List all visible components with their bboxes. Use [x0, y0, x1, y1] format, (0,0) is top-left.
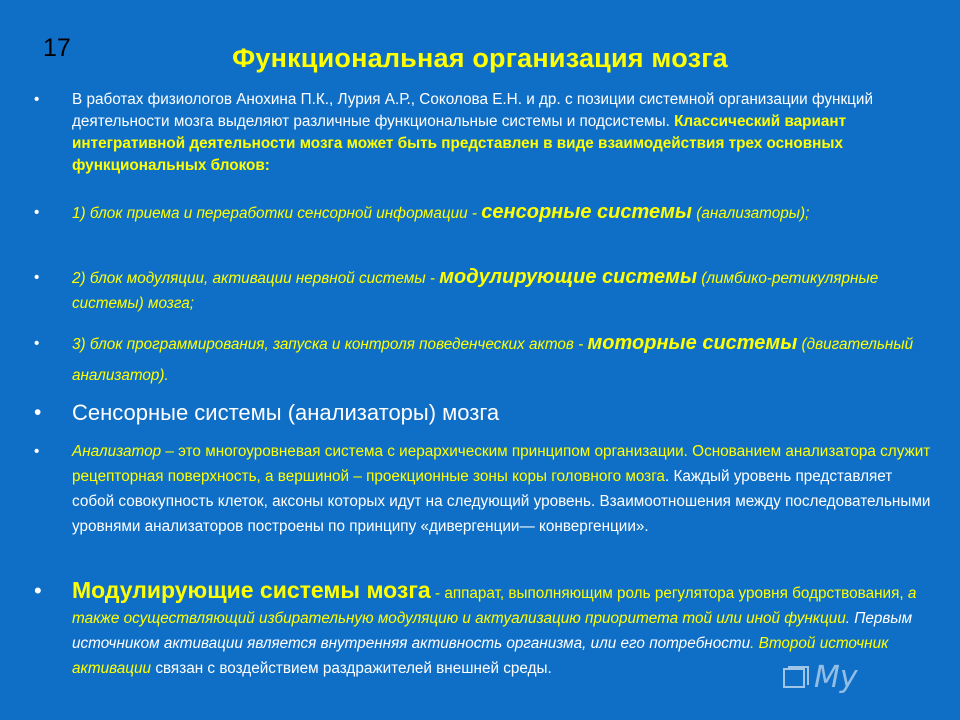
block-2	[34, 265, 932, 316]
section-heading-text: Сенсорные системы (анализаторы) мозга	[72, 400, 500, 425]
slide-title: Функциональная организация мозга	[232, 43, 728, 73]
section-heading	[34, 399, 932, 428]
bullet: •	[34, 269, 40, 286]
block-1-text: 1) блок приема и переработки сенсорной информации -	[72, 205, 482, 222]
bullet: •	[34, 335, 40, 352]
block-2-text: 2) блок модуляции, активации нервной системы -	[72, 270, 440, 287]
bullet: •	[34, 443, 40, 460]
intro-highlight: Классический вариант интегративной деятельности мозга может быть представлен в виде взаимодействия трех основных функциональных блоков:	[72, 113, 847, 174]
analyzer-text-1: – это многоуровневая система с иерархическим принципом организации. Основанием анализатора служит рецепторная поверхность, а вершиной – проекционные зоны коры головного мозга	[72, 443, 931, 485]
bullet: •	[34, 204, 40, 221]
modulating-text-3: . Первым источником активации является внутренняя активность организма, или его потребности	[72, 610, 913, 652]
block-3-highlight: моторные системы	[587, 332, 798, 354]
slide-number: 17	[43, 34, 71, 62]
block-3-text: 3) блок программирования, запуска и контроля поведенческих актов -	[72, 336, 588, 353]
block-1-highlight: сенсорные системы	[481, 201, 692, 223]
modulating-heading: Модулирующие системы мозга	[72, 577, 431, 603]
analyzer-term: Анализатор	[72, 443, 162, 460]
block-3	[34, 328, 932, 391]
bullet: •	[34, 91, 40, 108]
watermark-text: My	[814, 660, 858, 695]
intro-paragraph	[34, 89, 932, 177]
intro-text: В работах физиологов Анохина П.К., Лурия А.Р., Соколова Е.Н. и др. с позиции системной организации функций деятельности мозга выделяют различные функциональные системы и подсистемы.	[72, 91, 874, 130]
block-2-highlight: модулирующие системы	[439, 266, 698, 288]
modulating-dash: -	[430, 585, 445, 602]
modulating-text-4: . Второй источник активации	[72, 635, 889, 677]
bullet: •	[34, 401, 42, 424]
block-1-tail: (анализаторы);	[691, 205, 810, 222]
modulating-text-1: аппарат, выполняющим роль регулятора уровня бодрствования,	[444, 585, 908, 602]
bullet: •	[34, 578, 42, 603]
block-1	[34, 200, 932, 226]
watermark	[782, 660, 858, 695]
modulating-text-2: а также осуществляющий избирательную модуляцию и актуализацию приоритета той или иной функции	[72, 585, 917, 627]
watermark-logo-icon	[782, 663, 810, 691]
block-3-tail: (двигательный анализатор).	[72, 336, 914, 384]
modulating-text-5: связан с воздействием раздражителей внешней среды.	[151, 660, 552, 677]
analyzer-text-2: . Каждый уровень представляет собой совокупность клеток, аксоны которых идут на следующий уровень. Взаимоотношения между последовательными уровнями анализаторов построены по принципу «дивергенции— конвергенции».	[72, 468, 931, 535]
block-2-tail: (лимбико-ретикулярные системы) мозга;	[72, 270, 879, 312]
analyzer-paragraph	[34, 439, 932, 539]
